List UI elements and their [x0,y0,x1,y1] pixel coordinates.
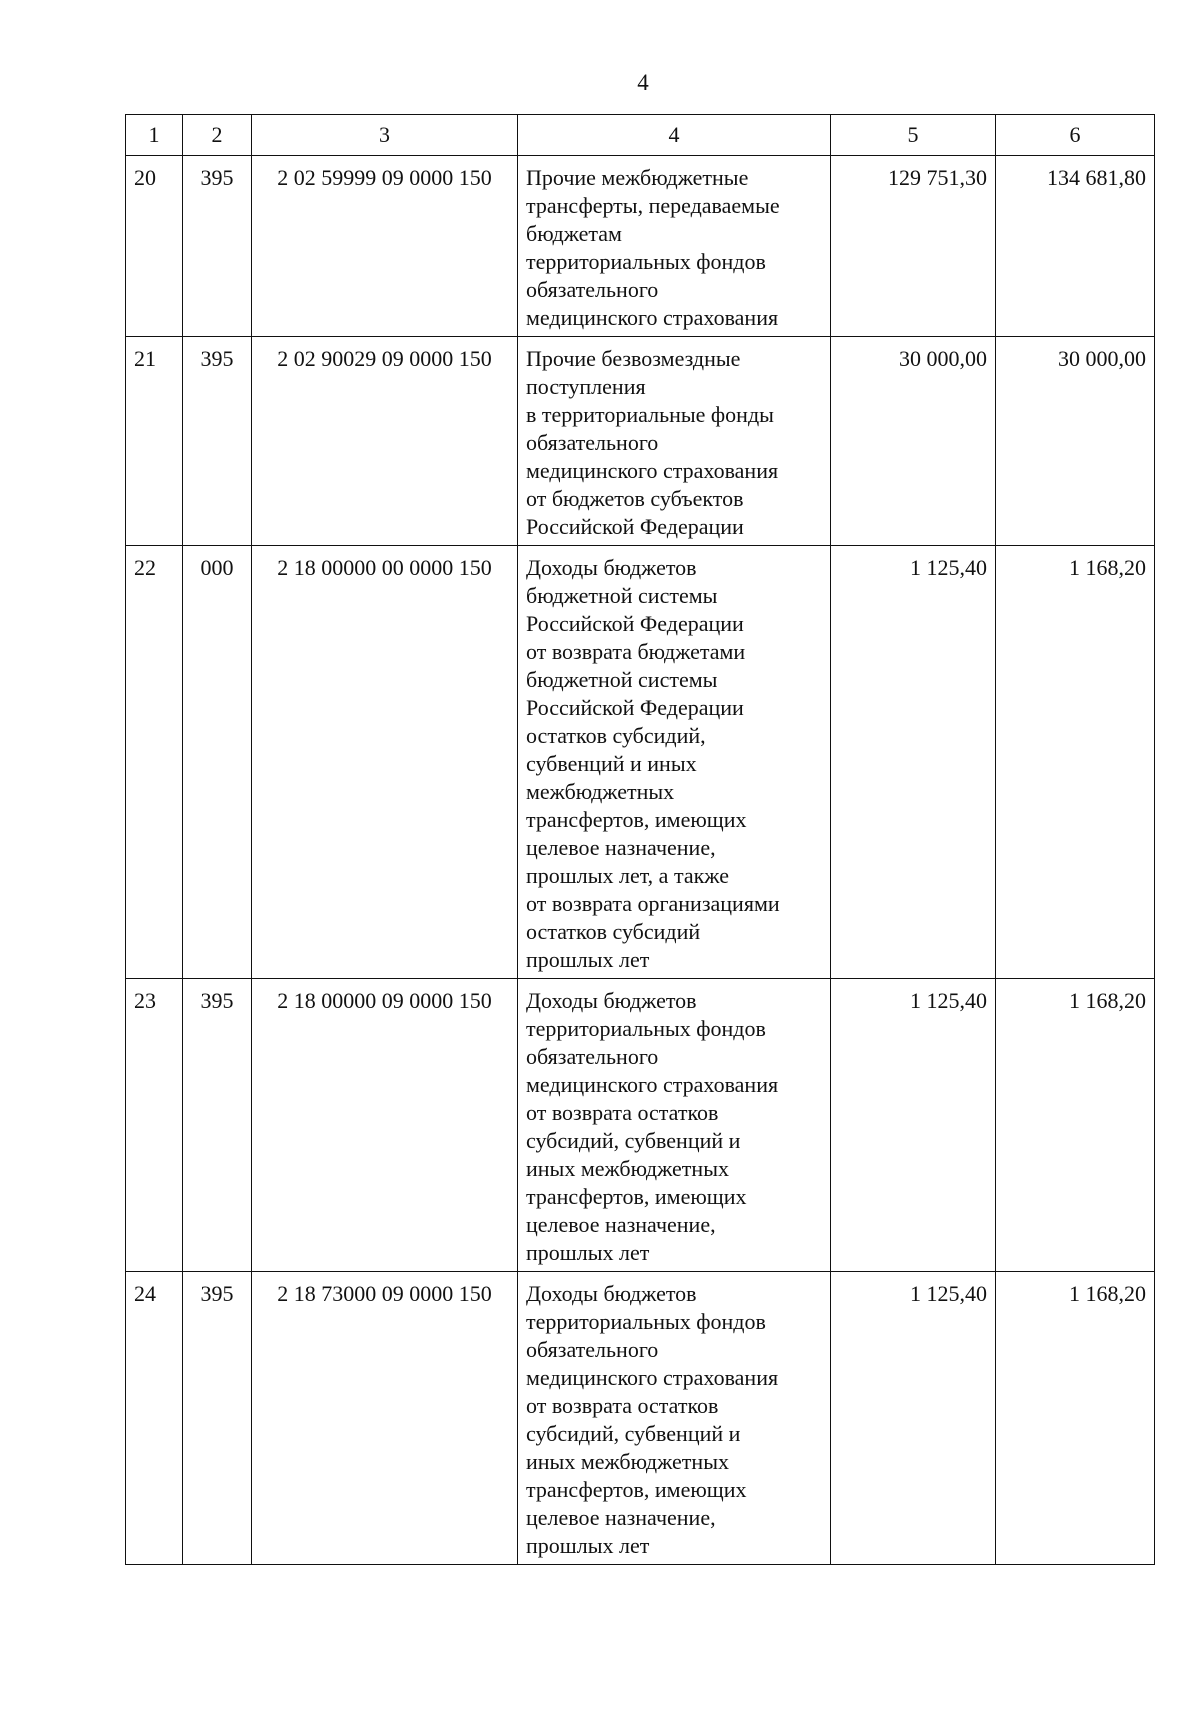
admin-code: 000 [183,546,252,979]
description-line: субсидий, субвенций и [526,1128,741,1153]
amount-year-1: 30 000,00 [831,337,996,546]
row-number: 24 [126,1272,183,1565]
description-line: бюджетной системы [526,667,718,692]
budget-classification-code: 2 18 00000 09 0000 150 [252,979,518,1272]
table-row [126,546,1155,979]
table-row [126,156,1155,337]
amount-year-2: 1 168,20 [996,546,1155,979]
description-line: территориальных фондов [526,1309,766,1334]
description-line: Российской Федерации [526,695,744,720]
description-line: Прочие межбюджетные [526,165,749,190]
description-line: субвенций и иных [526,751,697,776]
row-number: 21 [126,337,183,546]
description-line: от возврата бюджетами [526,639,746,664]
description-line: трансфертов, имеющих [526,1184,747,1209]
description-line: межбюджетных [526,779,675,804]
admin-code: 395 [183,1272,252,1565]
income-description [518,979,831,1272]
description-line: бюджетной системы [526,583,718,608]
description-line: трансфертов, имеющих [526,1477,747,1502]
description-line: остатков субсидий, [526,723,706,748]
description-line: трансфертов, имеющих [526,807,747,832]
description-line: целевое назначение, [526,835,716,860]
description-line: медицинского страхования [526,1365,779,1390]
income-description [518,1272,831,1565]
description-line: медицинского страхования [526,458,779,483]
amount-year-2: 1 168,20 [996,1272,1155,1565]
amount-year-2: 30 000,00 [996,337,1155,546]
description-line: субсидий, субвенций и [526,1421,741,1446]
income-description [518,337,831,546]
description-line: иных межбюджетных [526,1449,729,1474]
description-line: Прочие безвозмездные [526,346,741,371]
description-line: медицинского страхования [526,305,779,330]
header-row [126,115,1155,156]
description-line: прошлых лет [526,1240,650,1265]
description-line: территориальных фондов [526,1016,766,1041]
description-line: обязательного [526,1337,659,1362]
description-line: от возврата организациями [526,891,780,916]
description-line: обязательного [526,430,659,455]
header-col-5: 5 [831,115,996,156]
header-col-4: 4 [518,115,831,156]
description-line: от бюджетов субъектов [526,486,744,511]
description-line: трансферты, передаваемые [526,193,780,218]
description-line: обязательного [526,277,659,302]
header-col-1: 1 [126,115,183,156]
income-description [518,546,831,979]
description-line: территориальных фондов [526,249,766,274]
description-line: Доходы бюджетов [526,988,697,1013]
description-line: прошлых лет, а также [526,863,729,888]
amount-year-2: 134 681,80 [996,156,1155,337]
description-line: целевое назначение, [526,1212,716,1237]
amount-year-1: 1 125,40 [831,1272,996,1565]
admin-code: 395 [183,337,252,546]
table-row [126,1272,1155,1565]
row-number: 23 [126,979,183,1272]
amount-year-1: 1 125,40 [831,546,996,979]
description-line: целевое назначение, [526,1505,716,1530]
description-line: прошлых лет [526,947,650,972]
description-line: Российской Федерации [526,514,744,539]
income-description [518,156,831,337]
page-number: 4 [637,70,649,95]
row-number: 20 [126,156,183,337]
header-col-2: 2 [183,115,252,156]
budget-classification-code: 2 02 59999 09 0000 150 [252,156,518,337]
table-row [126,337,1155,546]
amount-year-2: 1 168,20 [996,979,1155,1272]
budget-classification-code: 2 18 00000 00 0000 150 [252,546,518,979]
description-line: бюджетам [526,221,622,246]
amount-year-1: 1 125,40 [831,979,996,1272]
description-line: остатков субсидий [526,919,701,944]
description-line: обязательного [526,1044,659,1069]
description-line: медицинского страхования [526,1072,779,1097]
description-line: Доходы бюджетов [526,1281,697,1306]
description-line: поступления [526,374,646,399]
row-number: 22 [126,546,183,979]
header-col-6: 6 [996,115,1155,156]
description-line: от возврата остатков [526,1393,719,1418]
description-line: прошлых лет [526,1533,650,1558]
amount-year-1: 129 751,30 [831,156,996,337]
budget-classification-code: 2 18 73000 09 0000 150 [252,1272,518,1565]
description-line: в территориальные фонды [526,402,774,427]
admin-code: 395 [183,156,252,337]
description-line: иных межбюджетных [526,1156,729,1181]
table-body [126,156,1155,1565]
budget-table [125,114,1155,1565]
description-line: Российской Федерации [526,611,744,636]
header-col-3: 3 [252,115,518,156]
table-row [126,979,1155,1272]
description-line: Доходы бюджетов [526,555,697,580]
budget-classification-code: 2 02 90029 09 0000 150 [252,337,518,546]
description-line: от возврата остатков [526,1100,719,1125]
admin-code: 395 [183,979,252,1272]
